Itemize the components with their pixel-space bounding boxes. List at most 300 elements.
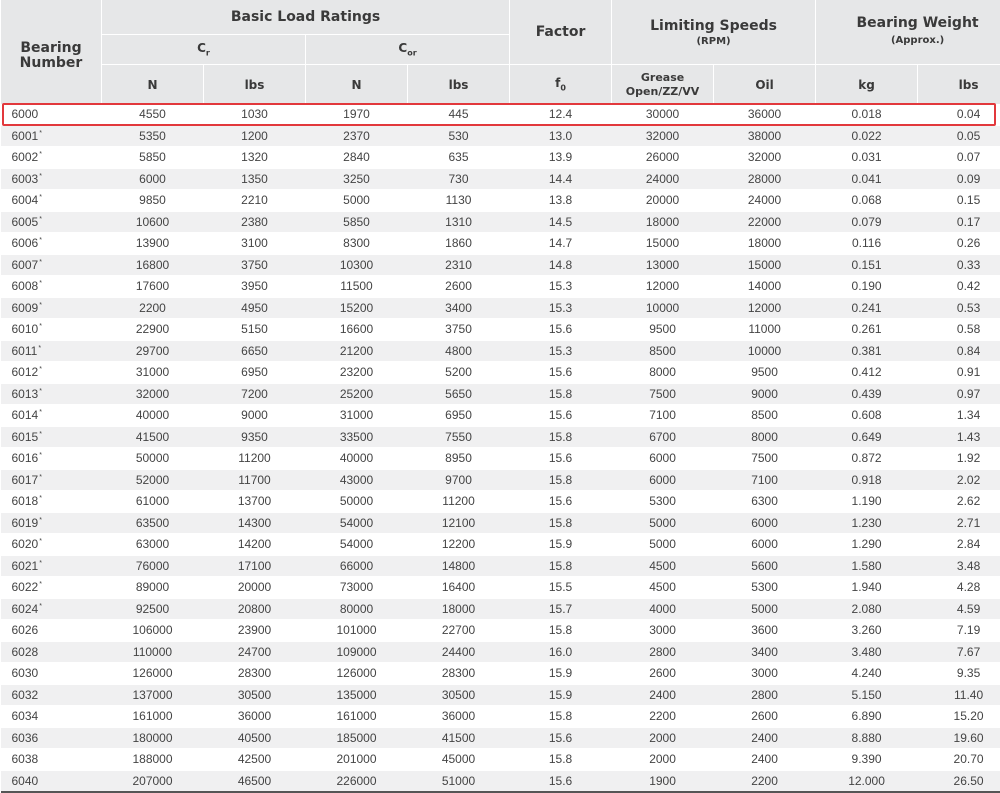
cell-cr-lbs: 9350 xyxy=(204,426,306,448)
cell-cor-lbs: 36000 xyxy=(408,706,510,728)
cell-f0: 16.0 xyxy=(510,641,612,663)
bearing-mark: * xyxy=(39,474,42,481)
cell-cr-lbs: 3750 xyxy=(204,254,306,276)
cell-grease-speed: 32000 xyxy=(612,125,714,147)
cell-f0: 15.8 xyxy=(510,512,612,534)
cell-weight-kg: 0.116 xyxy=(816,233,918,255)
header-cr-sub: r xyxy=(206,49,210,58)
cell-cr-n: 188000 xyxy=(102,749,204,771)
cell-cr-n: 52000 xyxy=(102,469,204,491)
cell-cor-lbs: 24400 xyxy=(408,641,510,663)
cell-f0: 13.9 xyxy=(510,147,612,169)
table-row xyxy=(1,577,1000,599)
table-row xyxy=(1,663,1000,685)
cell-cr-lbs: 1320 xyxy=(204,147,306,169)
cell-cr-n: 9850 xyxy=(102,190,204,212)
cell-f0: 15.9 xyxy=(510,684,612,706)
bearing-number-text: 6017 xyxy=(12,473,39,487)
cell-grease-speed: 18000 xyxy=(612,211,714,233)
cell-cor-lbs: 445 xyxy=(408,104,510,125)
cell-cor-lbs: 12200 xyxy=(408,534,510,556)
cell-weight-lbs: 0.09 xyxy=(918,168,1000,190)
cell-cr-n: 13900 xyxy=(102,233,204,255)
cell-grease-speed: 8000 xyxy=(612,362,714,384)
cell-cor-lbs: 5650 xyxy=(408,383,510,405)
cell-weight-lbs: 1.92 xyxy=(918,448,1000,470)
bearing-number-text: 6019 xyxy=(12,516,39,530)
bearing-number-text: 6026 xyxy=(12,623,39,637)
cell-grease-speed: 7500 xyxy=(612,383,714,405)
table-row xyxy=(1,641,1000,663)
cell-oil-speed: 8500 xyxy=(714,405,816,427)
cell-cr-lbs: 6650 xyxy=(204,340,306,362)
cell-cor-n: 25200 xyxy=(306,383,408,405)
cell-cor-n: 5850 xyxy=(306,211,408,233)
cell-cor-n: 11500 xyxy=(306,276,408,298)
cell-bearing-number xyxy=(1,383,102,405)
cell-grease-speed: 3000 xyxy=(612,620,714,642)
cell-bearing-number xyxy=(1,598,102,620)
cell-oil-speed: 8000 xyxy=(714,426,816,448)
table-header xyxy=(1,0,1000,104)
cell-cor-n: 2840 xyxy=(306,147,408,169)
cell-cr-n: 207000 xyxy=(102,770,204,792)
cell-cr-lbs: 11700 xyxy=(204,469,306,491)
cell-cor-n: 5000 xyxy=(306,190,408,212)
cell-weight-kg: 0.918 xyxy=(816,469,918,491)
cell-cor-lbs: 3400 xyxy=(408,297,510,319)
bearing-number-text: 6002 xyxy=(12,150,39,164)
cell-bearing-number xyxy=(1,555,102,577)
cell-cr-n: 32000 xyxy=(102,383,204,405)
header-cor-n: N xyxy=(306,65,408,105)
cell-oil-speed: 6000 xyxy=(714,534,816,556)
cell-cor-n: 8300 xyxy=(306,233,408,255)
cell-weight-lbs: 4.59 xyxy=(918,598,1000,620)
cell-grease-speed: 24000 xyxy=(612,168,714,190)
cell-f0: 14.4 xyxy=(510,168,612,190)
bearing-mark: * xyxy=(39,538,42,545)
cell-weight-kg: 0.018 xyxy=(816,104,918,125)
cell-weight-lbs: 0.15 xyxy=(918,190,1000,212)
cell-grease-speed: 2600 xyxy=(612,663,714,685)
cell-bearing-number xyxy=(1,663,102,685)
cell-cor-lbs: 11200 xyxy=(408,491,510,513)
table-row xyxy=(1,405,1000,427)
cell-cr-n: 180000 xyxy=(102,727,204,749)
cell-cor-n: 33500 xyxy=(306,426,408,448)
cell-weight-lbs: 3.48 xyxy=(918,555,1000,577)
cell-cor-lbs: 3750 xyxy=(408,319,510,341)
bearing-mark: * xyxy=(39,280,42,287)
cell-bearing-number xyxy=(1,469,102,491)
cell-oil-speed: 9500 xyxy=(714,362,816,384)
cell-bearing-number xyxy=(1,233,102,255)
bearing-number-text: 6040 xyxy=(12,774,39,788)
cell-weight-kg: 0.241 xyxy=(816,297,918,319)
cell-weight-kg: 0.261 xyxy=(816,319,918,341)
header-f0 xyxy=(510,65,612,105)
cell-grease-speed: 2000 xyxy=(612,749,714,771)
cell-cor-n: 23200 xyxy=(306,362,408,384)
header-bearing-weight xyxy=(816,0,1000,65)
cell-cr-n: 126000 xyxy=(102,663,204,685)
header-cor-symbol: C xyxy=(398,41,407,55)
cell-cr-lbs: 30500 xyxy=(204,684,306,706)
cell-cr-n: 63500 xyxy=(102,512,204,534)
cell-cor-n: 185000 xyxy=(306,727,408,749)
bearing-number-text: 6036 xyxy=(12,731,39,745)
cell-cor-lbs: 530 xyxy=(408,125,510,147)
cell-weight-kg: 1.290 xyxy=(816,534,918,556)
cell-grease-speed: 1900 xyxy=(612,770,714,792)
cell-bearing-number xyxy=(1,276,102,298)
table-row xyxy=(1,147,1000,169)
cell-weight-lbs: 0.33 xyxy=(918,254,1000,276)
bearing-mark: * xyxy=(39,194,42,201)
cell-bearing-number xyxy=(1,190,102,212)
table-row xyxy=(1,125,1000,147)
bearing-number-text: 6013 xyxy=(12,387,39,401)
cell-bearing-number xyxy=(1,749,102,771)
cell-f0: 14.5 xyxy=(510,211,612,233)
cell-cor-n: 40000 xyxy=(306,448,408,470)
table-row xyxy=(1,706,1000,728)
cell-cr-lbs: 28300 xyxy=(204,663,306,685)
table-row xyxy=(1,770,1000,792)
table-row xyxy=(1,104,1000,125)
cell-weight-lbs: 0.84 xyxy=(918,340,1000,362)
cell-cr-n: 89000 xyxy=(102,577,204,599)
cell-f0: 15.8 xyxy=(510,426,612,448)
header-cor-lbs: lbs xyxy=(408,65,510,105)
cell-f0: 14.7 xyxy=(510,233,612,255)
bearing-mark: * xyxy=(39,173,42,180)
table-row xyxy=(1,211,1000,233)
header-grease-line2: Open/ZZ/VV xyxy=(612,85,713,99)
cell-cr-n: 106000 xyxy=(102,620,204,642)
cell-grease-speed: 13000 xyxy=(612,254,714,276)
table-row xyxy=(1,469,1000,491)
bearing-number-text: 6003 xyxy=(12,172,39,186)
cell-cr-n: 110000 xyxy=(102,641,204,663)
bearing-mark: * xyxy=(38,345,41,352)
cell-grease-speed: 15000 xyxy=(612,233,714,255)
cell-grease-speed: 5300 xyxy=(612,491,714,513)
table-row xyxy=(1,555,1000,577)
cell-weight-kg: 0.068 xyxy=(816,190,918,212)
cell-cr-lbs: 24700 xyxy=(204,641,306,663)
bearing-number-text: 6000 xyxy=(12,107,39,121)
cell-cr-lbs: 3100 xyxy=(204,233,306,255)
cell-cr-lbs: 42500 xyxy=(204,749,306,771)
bearing-number-text: 6010 xyxy=(12,322,39,336)
table-row xyxy=(1,233,1000,255)
cell-oil-speed: 7100 xyxy=(714,469,816,491)
table-row xyxy=(1,362,1000,384)
cell-cr-lbs: 36000 xyxy=(204,706,306,728)
cell-cr-lbs: 46500 xyxy=(204,770,306,792)
bearing-mark: * xyxy=(39,409,42,416)
header-limiting-speeds-title: Limiting Speeds xyxy=(650,18,777,34)
table-body xyxy=(1,104,1000,792)
bearing-number-text: 6032 xyxy=(12,688,39,702)
cell-weight-lbs: 11.40 xyxy=(918,684,1000,706)
cell-cr-lbs: 4950 xyxy=(204,297,306,319)
cell-cr-lbs: 23900 xyxy=(204,620,306,642)
bearing-number-text: 6015 xyxy=(12,430,39,444)
cell-cor-lbs: 28300 xyxy=(408,663,510,685)
table-row xyxy=(1,254,1000,276)
cell-cor-n: 54000 xyxy=(306,512,408,534)
cell-cr-n: 2200 xyxy=(102,297,204,319)
header-kg: kg xyxy=(816,65,918,105)
cell-cor-lbs: 9700 xyxy=(408,469,510,491)
cell-cr-n: 10600 xyxy=(102,211,204,233)
bearing-number-text: 6006 xyxy=(12,236,39,250)
table-row xyxy=(1,276,1000,298)
header-rpm: (RPM) xyxy=(612,36,815,47)
cell-weight-lbs: 0.04 xyxy=(918,104,1000,125)
cell-cor-lbs: 8950 xyxy=(408,448,510,470)
cell-cor-n: 101000 xyxy=(306,620,408,642)
bearing-number-text: 6021 xyxy=(12,559,39,573)
cell-bearing-number xyxy=(1,448,102,470)
table-row xyxy=(1,168,1000,190)
cell-cr-lbs: 2380 xyxy=(204,211,306,233)
bearing-number-text: 6007 xyxy=(12,258,39,272)
cell-cr-n: 137000 xyxy=(102,684,204,706)
cell-cor-lbs: 51000 xyxy=(408,770,510,792)
cell-f0: 15.5 xyxy=(510,577,612,599)
cell-cr-n: 5350 xyxy=(102,125,204,147)
cell-cor-n: 161000 xyxy=(306,706,408,728)
cell-f0: 15.8 xyxy=(510,469,612,491)
cell-weight-lbs: 0.91 xyxy=(918,362,1000,384)
cell-grease-speed: 20000 xyxy=(612,190,714,212)
bearing-mark: * xyxy=(39,323,42,330)
cell-cr-lbs: 6950 xyxy=(204,362,306,384)
cell-cor-n: 3250 xyxy=(306,168,408,190)
bearing-mark: * xyxy=(39,581,42,588)
cell-oil-speed: 22000 xyxy=(714,211,816,233)
cell-oil-speed: 2400 xyxy=(714,749,816,771)
cell-weight-lbs: 9.35 xyxy=(918,663,1000,685)
cell-cor-lbs: 1310 xyxy=(408,211,510,233)
cell-f0: 13.8 xyxy=(510,190,612,212)
bearing-number-text: 6012 xyxy=(12,365,39,379)
header-bearing-number: Bearing Number xyxy=(1,0,102,104)
cell-bearing-number xyxy=(1,770,102,792)
cell-cor-lbs: 45000 xyxy=(408,749,510,771)
cell-weight-lbs: 2.62 xyxy=(918,491,1000,513)
cell-grease-speed: 2200 xyxy=(612,706,714,728)
table-row xyxy=(1,512,1000,534)
cell-oil-speed: 6300 xyxy=(714,491,816,513)
cell-bearing-number xyxy=(1,512,102,534)
cell-cor-n: 80000 xyxy=(306,598,408,620)
cell-bearing-number xyxy=(1,297,102,319)
cell-oil-speed: 2800 xyxy=(714,684,816,706)
cell-f0: 15.8 xyxy=(510,620,612,642)
cell-oil-speed: 11000 xyxy=(714,319,816,341)
cell-bearing-number xyxy=(1,319,102,341)
cell-cr-n: 61000 xyxy=(102,491,204,513)
bearing-mark: * xyxy=(39,216,42,223)
cell-cor-lbs: 6950 xyxy=(408,405,510,427)
cell-grease-speed: 6000 xyxy=(612,469,714,491)
cell-bearing-number xyxy=(1,340,102,362)
header-cr xyxy=(102,35,306,65)
cell-oil-speed: 3400 xyxy=(714,641,816,663)
cell-weight-kg: 3.480 xyxy=(816,641,918,663)
cell-weight-kg: 0.190 xyxy=(816,276,918,298)
cell-weight-lbs: 1.43 xyxy=(918,426,1000,448)
bearing-mark: * xyxy=(39,560,42,567)
cell-oil-speed: 28000 xyxy=(714,168,816,190)
cell-grease-speed: 2400 xyxy=(612,684,714,706)
cell-f0: 15.8 xyxy=(510,383,612,405)
cell-cor-n: 66000 xyxy=(306,555,408,577)
cell-weight-kg: 1.580 xyxy=(816,555,918,577)
bearing-mark: * xyxy=(39,517,42,524)
cell-bearing-number xyxy=(1,254,102,276)
cell-cr-lbs: 20000 xyxy=(204,577,306,599)
cell-weight-kg: 0.412 xyxy=(816,362,918,384)
header-cr-n: N xyxy=(102,65,204,105)
cell-grease-speed: 4500 xyxy=(612,555,714,577)
cell-cr-lbs: 14300 xyxy=(204,512,306,534)
cell-oil-speed: 10000 xyxy=(714,340,816,362)
cell-cr-lbs: 40500 xyxy=(204,727,306,749)
cell-oil-speed: 2400 xyxy=(714,727,816,749)
cell-grease-speed: 5000 xyxy=(612,534,714,556)
cell-weight-lbs: 0.97 xyxy=(918,383,1000,405)
cell-f0: 15.6 xyxy=(510,770,612,792)
header-f0-symbol: f xyxy=(555,76,560,90)
cell-cr-lbs: 2210 xyxy=(204,190,306,212)
cell-cor-n: 109000 xyxy=(306,641,408,663)
cell-bearing-number xyxy=(1,168,102,190)
cell-cr-lbs: 1030 xyxy=(204,104,306,125)
cell-cr-lbs: 1200 xyxy=(204,125,306,147)
cell-cor-n: 43000 xyxy=(306,469,408,491)
cell-grease-speed: 9500 xyxy=(612,319,714,341)
header-basic-load-ratings: Basic Load Ratings xyxy=(102,0,510,35)
header-approx: (Approx.) xyxy=(816,33,1000,48)
bearing-number-text: 6001 xyxy=(12,129,39,143)
table-row xyxy=(1,297,1000,319)
cell-f0: 15.6 xyxy=(510,405,612,427)
bearing-mark: * xyxy=(39,302,42,309)
cell-weight-kg: 0.041 xyxy=(816,168,918,190)
cell-oil-speed: 3000 xyxy=(714,663,816,685)
cell-oil-speed: 5300 xyxy=(714,577,816,599)
table-row xyxy=(1,383,1000,405)
cell-weight-kg: 1.230 xyxy=(816,512,918,534)
cell-f0: 12.4 xyxy=(510,104,612,125)
cell-oil-speed: 15000 xyxy=(714,254,816,276)
cell-weight-kg: 12.000 xyxy=(816,770,918,792)
cell-cor-n: 31000 xyxy=(306,405,408,427)
cell-weight-kg: 0.608 xyxy=(816,405,918,427)
cell-cor-n: 1970 xyxy=(306,104,408,125)
cell-weight-lbs: 4.28 xyxy=(918,577,1000,599)
cell-cr-n: 16800 xyxy=(102,254,204,276)
cell-f0: 15.9 xyxy=(510,663,612,685)
bearing-number-text: 6009 xyxy=(12,301,39,315)
cell-weight-kg: 2.080 xyxy=(816,598,918,620)
bearing-number-text: 6011 xyxy=(12,344,38,358)
cell-weight-kg: 9.390 xyxy=(816,749,918,771)
cell-f0: 15.8 xyxy=(510,555,612,577)
cell-cor-n: 16600 xyxy=(306,319,408,341)
table-row xyxy=(1,319,1000,341)
cell-bearing-number xyxy=(1,577,102,599)
header-weight-lbs: lbs xyxy=(918,65,1000,105)
cell-cor-n: 73000 xyxy=(306,577,408,599)
cell-weight-lbs: 2.02 xyxy=(918,469,1000,491)
table-row xyxy=(1,534,1000,556)
cell-cor-lbs: 12100 xyxy=(408,512,510,534)
bearing-number-text: 6020 xyxy=(12,537,39,551)
cell-cr-lbs: 20800 xyxy=(204,598,306,620)
cell-cor-lbs: 4800 xyxy=(408,340,510,362)
cell-cor-n: 135000 xyxy=(306,684,408,706)
cell-cor-n: 2370 xyxy=(306,125,408,147)
cell-cor-lbs: 22700 xyxy=(408,620,510,642)
cell-cor-n: 21200 xyxy=(306,340,408,362)
cell-oil-speed: 5600 xyxy=(714,555,816,577)
cell-bearing-number xyxy=(1,405,102,427)
cell-cor-lbs: 7550 xyxy=(408,426,510,448)
cell-bearing-number xyxy=(1,491,102,513)
bearing-mark: * xyxy=(39,259,42,266)
cell-cr-n: 92500 xyxy=(102,598,204,620)
bearing-number-text: 6028 xyxy=(12,645,39,659)
cell-cor-lbs: 5200 xyxy=(408,362,510,384)
cell-oil-speed: 5000 xyxy=(714,598,816,620)
cell-cr-n: 41500 xyxy=(102,426,204,448)
cell-bearing-number xyxy=(1,426,102,448)
cell-f0: 15.6 xyxy=(510,727,612,749)
bearing-number-text: 6034 xyxy=(12,709,39,723)
cell-grease-speed: 6000 xyxy=(612,448,714,470)
bearing-number-text: 6024 xyxy=(12,602,39,616)
cell-cr-lbs: 17100 xyxy=(204,555,306,577)
cell-weight-kg: 0.031 xyxy=(816,147,918,169)
cell-cor-n: 15200 xyxy=(306,297,408,319)
cell-weight-kg: 0.439 xyxy=(816,383,918,405)
cell-weight-kg: 1.190 xyxy=(816,491,918,513)
cell-weight-lbs: 7.67 xyxy=(918,641,1000,663)
cell-grease-speed: 5000 xyxy=(612,512,714,534)
cell-oil-speed: 2200 xyxy=(714,770,816,792)
cell-oil-speed: 3600 xyxy=(714,620,816,642)
bearing-number-text: 6022 xyxy=(12,580,39,594)
cell-grease-speed: 8500 xyxy=(612,340,714,362)
cell-cor-n: 126000 xyxy=(306,663,408,685)
cell-f0: 15.8 xyxy=(510,749,612,771)
cell-bearing-number xyxy=(1,362,102,384)
cell-weight-lbs: 0.58 xyxy=(918,319,1000,341)
cell-oil-speed: 38000 xyxy=(714,125,816,147)
bearing-mark: * xyxy=(39,151,42,158)
bearing-number-text: 6018 xyxy=(12,494,39,508)
cell-cr-n: 50000 xyxy=(102,448,204,470)
cell-cor-lbs: 730 xyxy=(408,168,510,190)
cell-grease-speed: 26000 xyxy=(612,147,714,169)
